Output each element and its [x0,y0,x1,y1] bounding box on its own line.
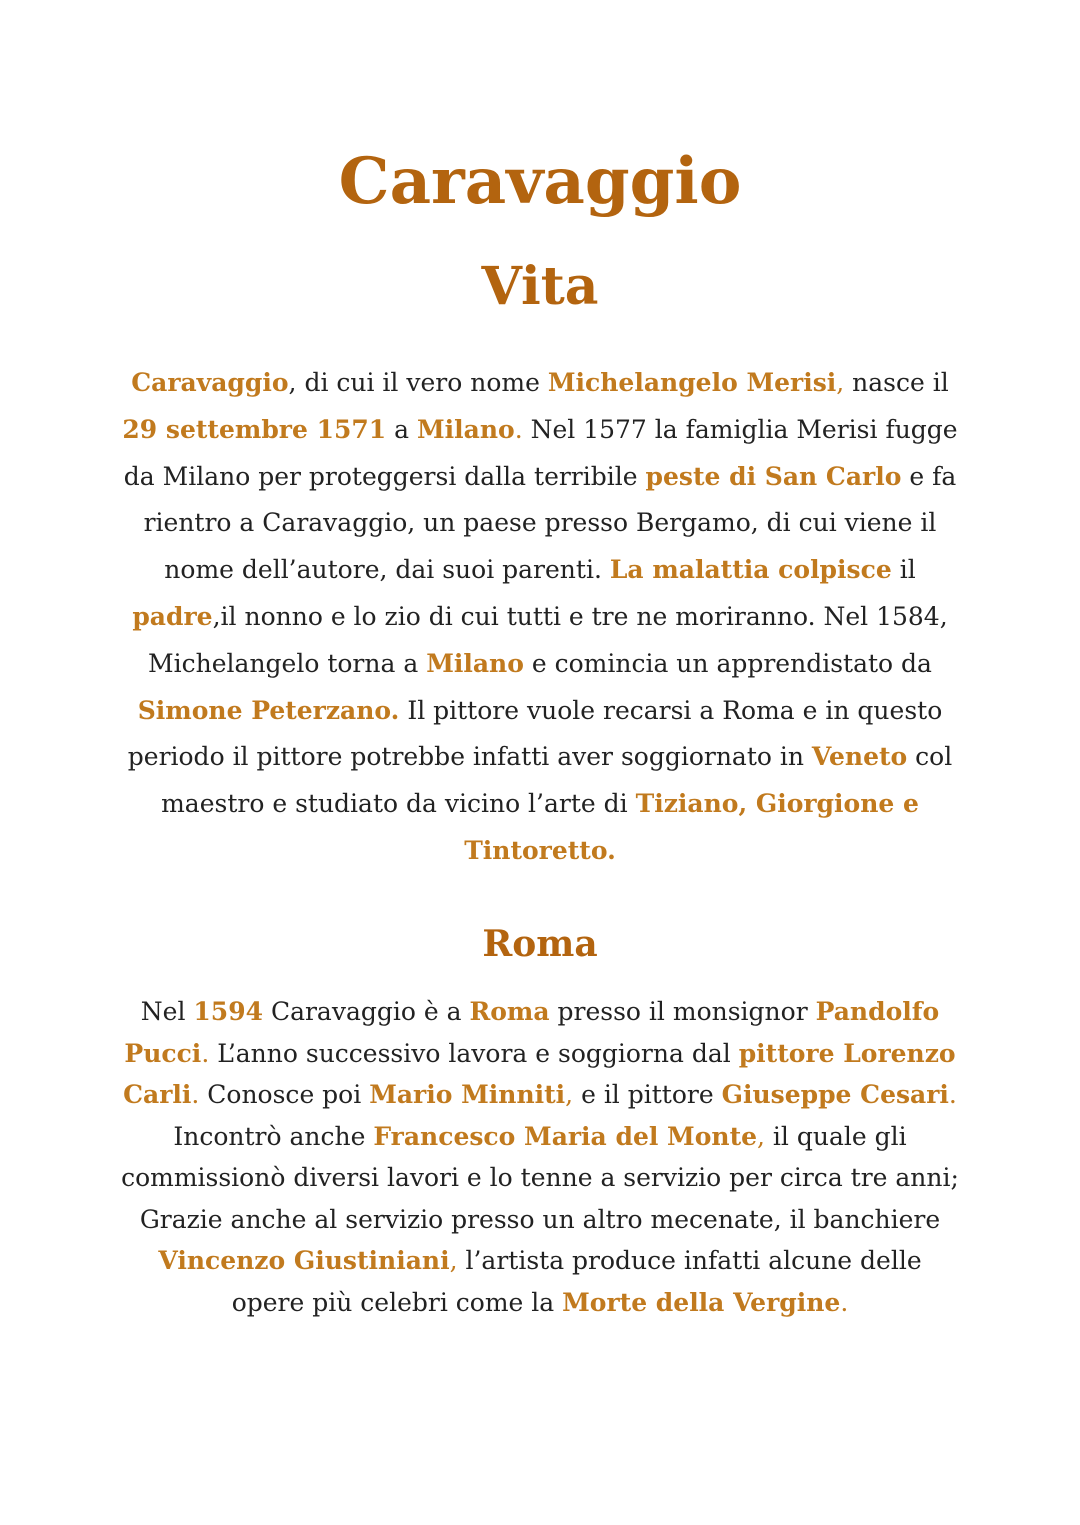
highlight-birth-date: 29 settembre 1571 [122,414,387,444]
page-title: Caravaggio [338,144,742,219]
highlight-veneto: Veneto [811,742,908,772]
paragraph-roma [120,991,960,1323]
text-run: L’anno successivo lavora e soggiorna dal [209,1038,739,1068]
section-title-roma: Roma [482,923,598,965]
highlight-mario-minniti: Mario Minniti [369,1080,566,1109]
highlight-caravaggio: Caravaggio [131,368,289,397]
highlight-michelangelo-merisi: Michelangelo Merisi [547,368,837,397]
highlight-vincenzo-giustiniani: Vincenzo Giustiniani [158,1246,450,1275]
text-run: Il pittore vuole recarsi a Roma e in questo periodo il pittore potrebbe infatti aver soggiornato in [127,695,943,772]
text-run: col maestro e studiato da vicino l’arte di [161,742,953,819]
highlight-malattia: La malattia colpisce [609,555,892,585]
section-title-vita: Vita [481,256,599,317]
text-run: a [386,414,417,444]
highlight-milano: Milano [416,414,515,444]
highlight-period: . [191,1080,200,1109]
highlight-morte-della-vergine: Morte della Vergine [562,1287,841,1317]
highlight-period: . [514,414,523,444]
text-run: nasce il [844,368,949,397]
highlight-simone-peterzano: Simone Peterzano. [137,695,400,725]
text-run: Nel 1577 la famiglia Merisi fugge da Milano per proteggersi dalla terribile [123,414,958,491]
highlight-comma: , [565,1080,574,1109]
highlight-comma: , [836,368,845,397]
text-run: Incontrò anche [173,1121,374,1151]
highlight-francesco-maria-del-monte: Francesco Maria del Monte [373,1121,758,1151]
highlight-roma: Roma [469,997,550,1026]
highlight-lorenzo-carli: pittore Lorenzo Carli [123,1038,956,1109]
highlight-giuseppe-cesari: Giuseppe Cesari [721,1080,949,1109]
highlight-peste-san-carlo: peste di San Carlo [645,461,902,491]
highlight-comma: , [449,1246,458,1275]
text-run: , di cui il vero nome [288,368,548,397]
highlight-milano-2: Milano [426,648,524,678]
text-run: e il pittore [573,1080,722,1109]
text-run: presso il monsignor [549,997,816,1026]
text-run: Nel [140,997,194,1026]
text-run: il quale gli commissionò diversi lavori e lo tenne a servizio per circa tre anni; Grazie anche al servizio presso un altro mecenate, il banchiere [121,1121,959,1234]
highlight-pandolfo-pucci: Pandolfo Pucci [124,997,940,1068]
text-run: e fa rientro a Caravaggio, un paese presso Bergamo, di cui viene il nome dell’autore, dai suoi parenti. [143,461,957,585]
highlight-comma: , [757,1121,765,1151]
highlight-period: . [201,1038,210,1068]
highlight-1594: 1594 [193,997,263,1026]
text-run: l’artista produce infatti alcune delle opere più celebri come la [231,1246,922,1317]
text-run: ,il nonno e lo zio di cui tutti e tre ne moriranno. Nel 1584, Michelangelo torna a [148,601,948,678]
highlight-painters: Tiziano, Giorgione e Tintoretto. [464,789,919,865]
text-run: il [891,555,916,585]
text-run: e comincia un apprendistato da [523,648,932,678]
paragraph-vita [120,360,960,875]
text-run: Conosce poi [199,1080,370,1109]
highlight-period: . [948,1080,957,1109]
highlight-padre: padre [132,601,213,631]
text-run: Caravaggio è a [263,997,470,1026]
highlight-period: . [840,1287,849,1317]
